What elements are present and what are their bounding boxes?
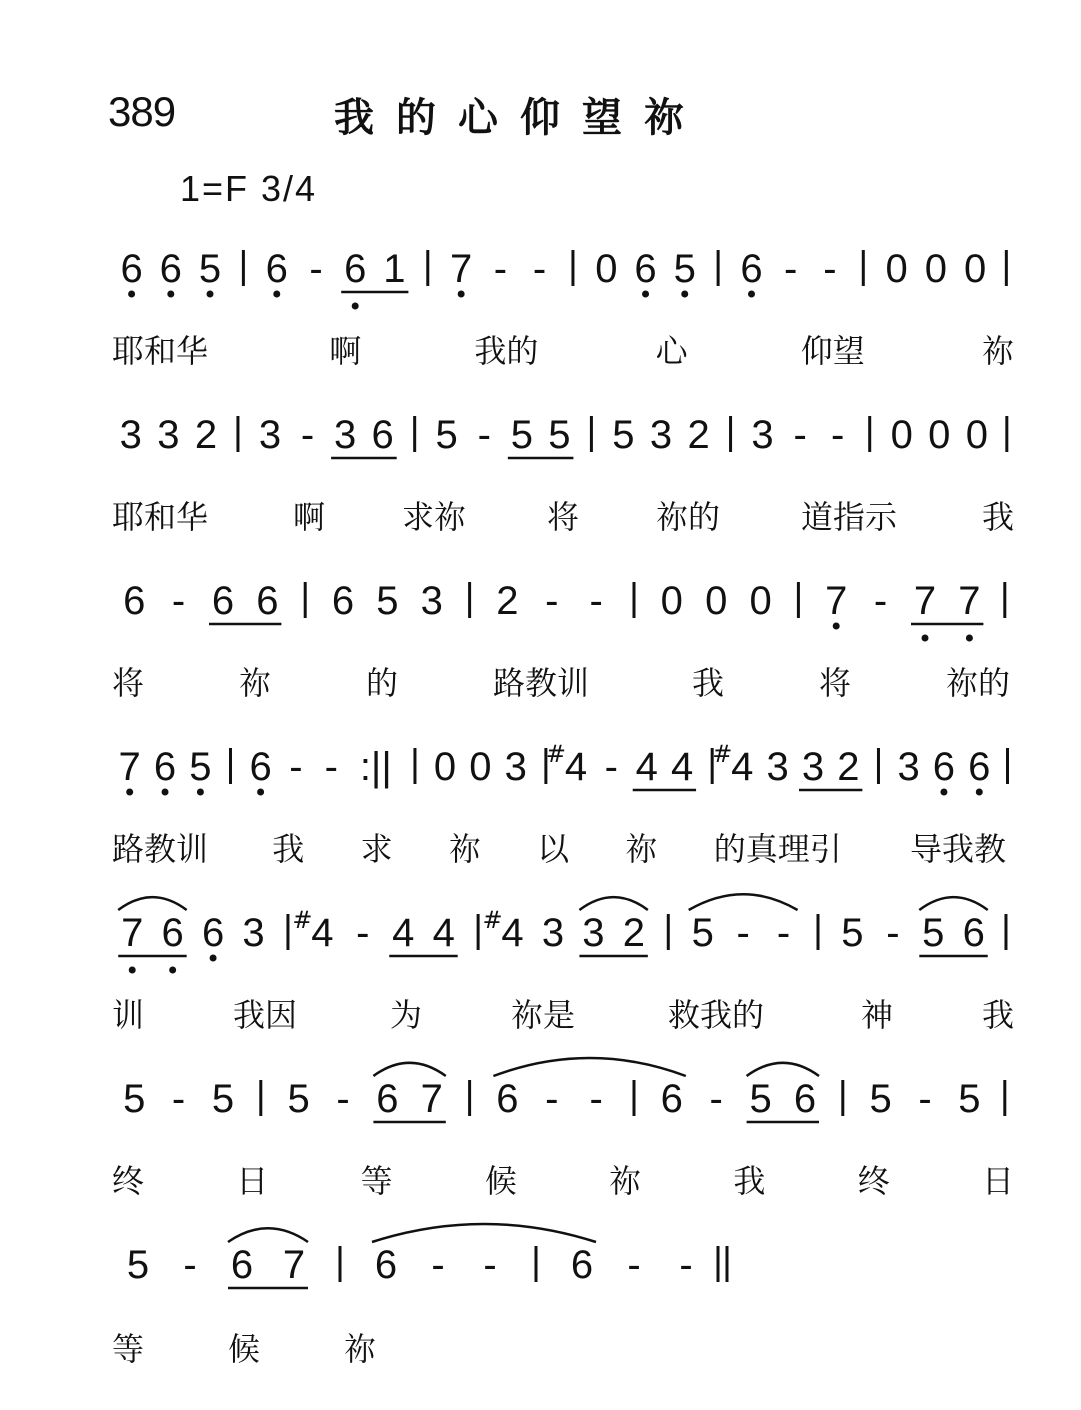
note-digit: 7 — [825, 579, 848, 623]
hymn-number: 389 — [108, 88, 176, 135]
note-digit: 1 — [383, 247, 406, 291]
sustain-dash: - — [604, 745, 619, 789]
sustain-dash: - — [589, 1077, 603, 1121]
sustain-dash: - — [679, 1243, 693, 1287]
note-digit: 3 — [897, 745, 920, 789]
note-digit: 6 — [159, 247, 182, 291]
note-digit: 5 — [869, 1077, 892, 1121]
lyric-word: 等 — [360, 1162, 393, 1200]
note-digit: 3 — [801, 745, 825, 789]
low-octave-dot — [681, 291, 688, 298]
note-digit: 0 — [963, 247, 987, 291]
sustain-dash: - — [709, 1077, 723, 1121]
note-digit: 6 — [634, 247, 657, 291]
lyric-word: 我的 — [474, 332, 539, 370]
note-digit: 6 — [932, 745, 956, 789]
note-digit: 5 — [211, 1077, 235, 1121]
note-digit: 0 — [660, 579, 683, 623]
low-octave-dot — [458, 291, 465, 298]
sustain-dash: - — [483, 1243, 497, 1287]
slur-arc — [747, 1063, 819, 1076]
note-digit: 7 — [282, 1243, 306, 1287]
lyric-word: 祢 — [239, 664, 272, 702]
low-octave-dot — [642, 291, 649, 298]
slur-arc — [228, 1228, 308, 1242]
low-octave-dot — [966, 635, 973, 642]
note-digit: 3 — [541, 911, 565, 955]
low-octave-dot — [352, 303, 359, 310]
lyric-word: 路教训 — [112, 830, 209, 868]
low-octave-dot — [257, 789, 264, 796]
low-octave-dot — [128, 291, 135, 298]
note-digit: 6 — [249, 745, 272, 789]
sustain-dash: - — [171, 1077, 186, 1121]
lyric-word: 等 — [112, 1330, 145, 1368]
sustain-dash: - — [336, 1077, 350, 1121]
low-octave-dot — [197, 789, 204, 796]
lyric-word: 终 — [857, 1162, 890, 1200]
lyric-word: 的真理引 — [713, 830, 842, 868]
lyric-word: 心 — [655, 332, 688, 370]
low-octave-dot — [210, 955, 217, 962]
note-digit: 7 — [450, 247, 473, 291]
lyric-word: 耶和华 — [112, 498, 209, 536]
repeat-sign: :|| — [359, 745, 392, 789]
note-digit: 5 — [435, 413, 458, 457]
note-digit: 2 — [496, 579, 519, 623]
note-digit: 2 — [622, 911, 645, 955]
lyric-word: 啊 — [329, 332, 362, 370]
sustain-dash: - — [886, 911, 900, 955]
low-octave-dot — [273, 291, 280, 298]
note-digit: 4 — [670, 745, 694, 789]
note-digit: 3 — [119, 413, 142, 457]
lyric-word: 以 — [537, 830, 570, 868]
low-octave-dot — [748, 291, 755, 298]
note-digit: 0 — [705, 579, 728, 623]
sustain-dash: - — [183, 1243, 197, 1287]
note-digit: 4 — [731, 745, 754, 789]
note-digit: 3 — [766, 745, 789, 789]
note-digit: 2 — [194, 413, 218, 457]
note-digit: 4 — [392, 911, 415, 955]
note-digit: 5 — [548, 413, 571, 457]
low-octave-dot — [126, 789, 133, 796]
note-digit: 0 — [928, 413, 951, 457]
lyric-word: 祢是 — [511, 996, 576, 1034]
sustain-dash: - — [776, 911, 791, 955]
sustain-dash: - — [627, 1243, 641, 1287]
low-octave-dot — [922, 635, 929, 642]
lyric-word: 为 — [390, 996, 423, 1034]
low-octave-dot — [207, 291, 214, 298]
lyric-word: 的 — [366, 664, 399, 702]
note-digit: 6 — [161, 911, 184, 955]
sustain-dash: - — [918, 1077, 932, 1121]
note-digit: 7 — [913, 579, 937, 623]
sustain-dash: - — [324, 745, 338, 789]
note-digit: 5 — [958, 1077, 981, 1121]
note-digit: 5 — [749, 1077, 772, 1121]
sustain-dash: - — [784, 247, 798, 291]
sustain-dash: - — [300, 413, 315, 457]
sustain-dash: - — [545, 579, 559, 623]
note-digit: 3 — [333, 413, 357, 457]
low-octave-dot — [162, 789, 169, 796]
lyric-word: 我 — [692, 664, 725, 702]
slur-arc — [118, 897, 186, 910]
note-digit: 0 — [924, 247, 948, 291]
slur-arc — [373, 1063, 445, 1076]
note-digit: 5 — [287, 1077, 310, 1121]
note-digit: 2 — [837, 745, 860, 789]
sustain-dash: - — [589, 579, 603, 623]
lyric-word: 日 — [236, 1162, 269, 1200]
lyric-word: 祢 — [609, 1162, 642, 1200]
sustain-dash: - — [831, 413, 845, 457]
note-digit: 7 — [420, 1077, 443, 1121]
lyric-word: 救我的 — [668, 996, 765, 1034]
lyric-word: 我 — [733, 1162, 766, 1200]
note-digit: 5 — [123, 1077, 146, 1121]
note-digit: 3 — [157, 413, 180, 457]
lyric-word: 将 — [112, 664, 145, 702]
note-digit: 3 — [504, 745, 527, 789]
note-digit: 4 — [635, 745, 658, 789]
lyric-word: 神 — [861, 996, 894, 1034]
low-octave-dot — [169, 967, 176, 974]
note-digit: 6 — [660, 1077, 683, 1121]
lyric-word: 祢的 — [656, 498, 721, 536]
note-digit: 6 — [371, 413, 394, 457]
note-digit: 6 — [740, 247, 763, 291]
note-digit: 5 — [841, 911, 864, 955]
lyric-word: 我 — [982, 498, 1015, 536]
sustain-dash: - — [545, 1077, 559, 1121]
lyric-word: 日 — [982, 1162, 1015, 1200]
sustain-dash: - — [289, 745, 303, 789]
note-digit: 6 — [496, 1077, 519, 1121]
note-digit: 0 — [965, 413, 988, 457]
note-digit: 6 — [793, 1077, 817, 1121]
note-digit: 4 — [311, 911, 334, 955]
sustain-dash: - — [793, 413, 807, 457]
note-digit: 6 — [962, 911, 985, 955]
low-octave-dot — [833, 623, 840, 630]
low-octave-dot — [167, 291, 174, 298]
lyric-word: 我 — [272, 830, 305, 868]
note-digit: 5 — [510, 413, 533, 457]
lyric-word: 求祢 — [402, 498, 467, 536]
lyric-word: 我因 — [233, 996, 298, 1034]
note-digit: 5 — [922, 911, 945, 955]
note-digit: 3 — [420, 579, 443, 623]
lyric-word: 祢 — [625, 830, 658, 868]
note-digit: 3 — [242, 911, 265, 955]
lyric-word: 我 — [982, 996, 1015, 1034]
note-digit: 4 — [564, 745, 588, 789]
note-digit: 5 — [673, 247, 696, 291]
note-digit: 6 — [120, 247, 143, 291]
sustain-dash: - — [309, 247, 323, 291]
note-digit: 6 — [256, 579, 279, 623]
slur-arc — [372, 1224, 596, 1242]
low-octave-dot — [976, 789, 983, 796]
low-octave-dot — [940, 789, 947, 796]
note-digit: 3 — [649, 413, 673, 457]
sustain-dash: - — [873, 579, 888, 623]
note-digit: 7 — [958, 579, 981, 623]
note-digit: 4 — [501, 911, 524, 955]
lyric-word: 祢 — [448, 830, 481, 868]
sharp-sign: # — [545, 740, 567, 768]
note-digit: 3 — [258, 413, 282, 457]
note-digit: 6 — [201, 911, 225, 955]
lyric-word: 导我教 — [910, 830, 1007, 868]
lyric-word: 仰望 — [800, 332, 865, 370]
slur-arc — [689, 894, 798, 910]
note-digit: 0 — [469, 745, 492, 789]
lyric-word: 祢 — [982, 332, 1015, 370]
note-digit: 6 — [331, 579, 355, 623]
note-digit: 3 — [751, 413, 774, 457]
sustain-dash: - — [477, 413, 491, 457]
hymn-title: 我的心仰望祢 — [334, 94, 706, 141]
sharp-sign: # — [712, 740, 733, 768]
sustain-dash: - — [356, 911, 370, 955]
lyric-word: 将 — [819, 664, 852, 702]
lyric-word: 将 — [547, 498, 580, 536]
lyric-word: 祢 — [344, 1330, 377, 1368]
note-digit: 6 — [374, 1243, 398, 1287]
slur-arc — [579, 897, 647, 910]
sustain-dash: - — [431, 1243, 445, 1287]
note-digit: 6 — [211, 579, 235, 623]
sustain-dash: - — [493, 247, 508, 291]
note-digit: 6 — [123, 579, 146, 623]
lyric-word: 求 — [360, 830, 393, 868]
note-digit: 5 — [126, 1243, 150, 1287]
slur-arc — [919, 897, 987, 910]
note-digit: 6 — [265, 247, 288, 291]
note-digit: 6 — [570, 1243, 594, 1287]
lyric-word: 候 — [228, 1330, 261, 1368]
lyric-word: 训 — [112, 996, 145, 1034]
note-digit: 3 — [582, 911, 605, 955]
note-digit: 0 — [433, 745, 457, 789]
note-digit: 5 — [612, 413, 635, 457]
note-digit: 5 — [189, 745, 212, 789]
note-digit: 6 — [153, 745, 177, 789]
sharp-sign: # — [292, 906, 313, 934]
lyric-word: 祢的 — [946, 664, 1011, 702]
lyric-word: 道指示 — [801, 498, 898, 536]
lyric-word: 啊 — [293, 498, 326, 536]
sustain-dash: - — [171, 579, 186, 623]
note-digit: 0 — [595, 247, 618, 291]
lyric-word: 耶和华 — [112, 332, 209, 370]
key-signature: 1=F 3/4 — [180, 168, 318, 209]
lyric-word: 路教训 — [493, 664, 590, 702]
note-digit: 4 — [432, 911, 455, 955]
note-digit: 7 — [121, 911, 144, 955]
lyric-word: 候 — [484, 1162, 517, 1200]
note-digit: 5 — [691, 911, 714, 955]
note-digit: 6 — [230, 1243, 254, 1287]
lyric-word: 终 — [112, 1162, 145, 1200]
note-digit: 2 — [687, 413, 710, 457]
note-digit: 6 — [968, 745, 991, 789]
note-digit: 6 — [376, 1077, 399, 1121]
note-digit: 0 — [749, 579, 772, 623]
note-digit: 0 — [885, 247, 908, 291]
sustain-dash: - — [736, 911, 750, 955]
note-digit: 0 — [890, 413, 913, 457]
note-digit: 5 — [198, 247, 222, 291]
low-octave-dot — [129, 967, 136, 974]
note-digit: 5 — [376, 579, 399, 623]
note-digit: 7 — [118, 745, 141, 789]
slur-arc — [493, 1058, 685, 1076]
sharp-sign: # — [482, 906, 503, 934]
sustain-dash: - — [532, 247, 547, 291]
note-digit: 6 — [344, 247, 367, 291]
sustain-dash: - — [823, 247, 837, 291]
